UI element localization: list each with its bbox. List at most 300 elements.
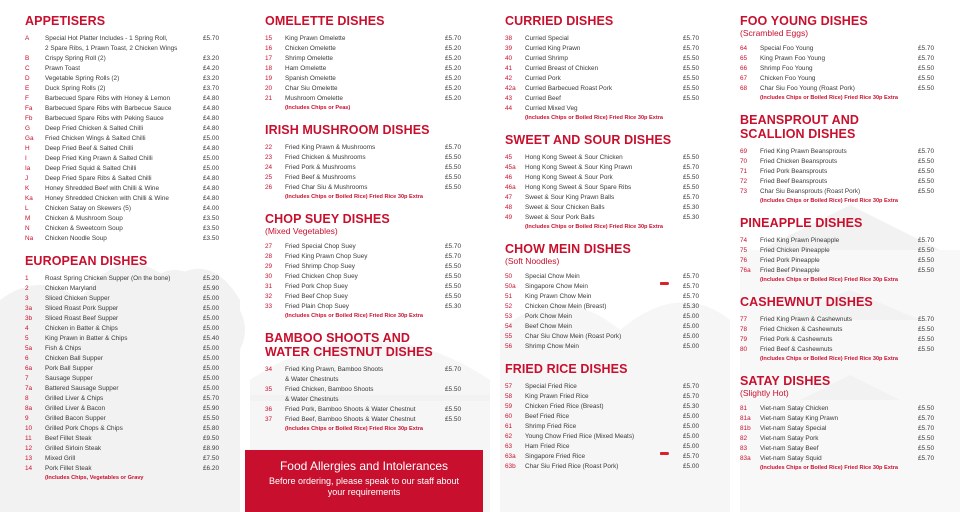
menu-items [740, 404, 934, 464]
menu-item [740, 64, 934, 74]
item-name: Fried Pork & Mushrooms [285, 164, 356, 171]
menu-item [265, 365, 461, 385]
item-name: Sliced Chicken Supper [45, 295, 110, 302]
item-number: 40 [505, 55, 513, 62]
item-number: 5a [25, 345, 33, 352]
menu-item [740, 147, 934, 157]
item-name: Grilled Liver & Bacon [45, 405, 106, 412]
item-price: £5.00 [683, 423, 699, 430]
item-name: Chicken Omelette [285, 45, 336, 52]
menu-item [505, 282, 699, 292]
item-number: Ia [25, 165, 31, 172]
menu-item [740, 236, 934, 246]
menu-item [25, 84, 219, 94]
item-name: Deep Fried Chicken & Salted Chilli [45, 125, 144, 132]
item-number: C [25, 65, 30, 72]
item-price: £5.50 [445, 174, 461, 181]
section-title: OMELETTE DISHES [265, 14, 385, 28]
menu-item [25, 234, 219, 244]
item-name: Fried Char Siu & Mushrooms [285, 184, 368, 191]
item-name: Fried Beef & Mushrooms [285, 174, 356, 181]
item-number: 12 [25, 445, 33, 452]
menu-column-2 [265, 14, 461, 444]
menu-item [265, 242, 461, 252]
menu-item [740, 44, 934, 54]
item-price: £5.00 [203, 365, 219, 372]
item-price: £5.00 [203, 155, 219, 162]
item-number: 63 [505, 443, 513, 450]
item-name: Young Chow Fried Rice (Mixed Meats) [525, 433, 635, 440]
item-price: £5.30 [683, 214, 699, 221]
item-name: Fried Chicken Chop Suey [285, 273, 358, 280]
item-number: 77 [740, 316, 748, 323]
item-price: £5.50 [918, 85, 934, 92]
item-name: Viet-nam Satay Special [760, 425, 827, 432]
item-number: 24 [265, 164, 273, 171]
item-number: H [25, 145, 30, 152]
menu-item [265, 84, 461, 94]
item-name: Ham Fried Rice [525, 443, 570, 450]
item-price: £5.70 [683, 194, 699, 201]
item-price: £5.70 [203, 35, 219, 42]
item-price: £5.70 [683, 45, 699, 52]
item-price: £5.70 [445, 144, 461, 151]
menu-items [25, 34, 219, 244]
item-number: 3b [25, 315, 33, 322]
menu-items [265, 365, 461, 425]
item-name: Sweet & Sour Pork Balls [525, 214, 595, 221]
item-number: 50a [505, 283, 516, 290]
item-price: £5.20 [203, 275, 219, 282]
item-price: £5.50 [683, 154, 699, 161]
item-price: £5.30 [445, 303, 461, 310]
item-name: Shrimp Foo Young [760, 65, 813, 72]
section-title: BEANSPROUT AND SCALLION DISHES [740, 113, 859, 141]
menu-item [505, 44, 699, 54]
item-name: Barbecued Spare Ribs with Peking Sauce [45, 115, 164, 122]
item-price: £4.80 [203, 195, 219, 202]
menu-item [25, 164, 219, 174]
item-name: King Prawn Chow Mein [525, 293, 592, 300]
item-number: 18 [265, 65, 273, 72]
item-price: £5.50 [445, 283, 461, 290]
section-title: CASHEWNUT DISHES [740, 295, 873, 309]
item-name: Fried Chicken Pineapple [760, 247, 830, 254]
menu-section [25, 254, 219, 483]
menu-item [25, 204, 219, 214]
item-name: King Prawn Foo Young [760, 55, 826, 62]
item-number: J [25, 175, 29, 182]
item-price: £5.70 [683, 393, 699, 400]
item-price: £5.30 [683, 403, 699, 410]
menu-item [265, 74, 461, 84]
item-name: Shrimp Fried Rice [525, 423, 577, 430]
item-number: 7a [25, 385, 33, 392]
item-price: £5.50 [445, 273, 461, 280]
item-name: Hong Kong Sweet & Sour Spare Ribs [525, 184, 632, 191]
menu-item [505, 322, 699, 332]
item-price: £3.70 [203, 85, 219, 92]
menu-section [505, 133, 699, 232]
allergy-title: Food Allergies and Intolerances [279, 459, 449, 473]
item-price: £4.80 [203, 125, 219, 132]
item-number: 43 [505, 95, 513, 102]
menu-item [25, 444, 219, 454]
item-name: Sausage Supper [45, 375, 93, 382]
item-name: Mushroom Omelette [285, 95, 343, 102]
section-subtitle: (Soft Noodles) [505, 256, 560, 266]
item-price: £5.70 [918, 45, 934, 52]
item-number: Fb [25, 115, 33, 122]
item-number: 19 [265, 75, 273, 82]
item-number: 25 [265, 174, 273, 181]
menu-item [265, 272, 461, 282]
item-price: £5.50 [445, 293, 461, 300]
item-price: £5.00 [683, 343, 699, 350]
menu-item [740, 404, 934, 414]
item-number: 64 [740, 45, 748, 52]
item-price: £5.70 [445, 366, 461, 373]
item-name: Curried Breast of Chicken [525, 65, 599, 72]
item-number: 31 [265, 283, 273, 290]
item-number: 26 [265, 184, 273, 191]
item-price: £5.70 [683, 164, 699, 171]
item-price: £5.50 [918, 326, 934, 333]
item-name: Fried King Prawn Pineapple [760, 237, 840, 244]
item-name: Vegetable Spring Rolls (2) [45, 75, 120, 82]
menu-item [505, 94, 699, 104]
menu-item [25, 434, 219, 444]
item-name: Battered Sausage Supper [45, 385, 119, 392]
item-price: £5.90 [203, 285, 219, 292]
item-name: Chicken Satay on Skewers (5) [45, 205, 131, 212]
menu-item [25, 194, 219, 204]
menu-item [740, 266, 934, 276]
item-price: £5.70 [683, 283, 699, 290]
item-number: 23 [265, 154, 273, 161]
menu-item [25, 284, 219, 294]
menu-item [265, 282, 461, 292]
section-title: CHOW MEIN DISHES [505, 242, 631, 256]
item-name: Special Fried Rice [525, 383, 577, 390]
menu-item [740, 315, 934, 325]
item-price: £5.00 [683, 443, 699, 450]
allergy-notice [245, 450, 483, 512]
item-number: 81a [740, 415, 751, 422]
item-price: £5.50 [683, 174, 699, 181]
item-name: Viet-nam Satay Squid [760, 455, 822, 462]
item-number: 32 [265, 293, 273, 300]
item-price: £5.70 [918, 237, 934, 244]
menu-item [740, 335, 934, 345]
item-name: Singapore Fried Rice [525, 453, 586, 460]
section-note: (Includes Chips or Boiled Rice) Fried Rice 30p Extra [760, 465, 899, 471]
item-name: Barbecued Spare Ribs with Barbecue Sauce [45, 105, 172, 112]
section-note: (Includes Chips or Boiled Rice) Fried Rice 30p Extra [285, 194, 424, 200]
item-price: £5.50 [683, 65, 699, 72]
menu-item [25, 334, 219, 344]
menu-item [505, 422, 699, 432]
item-number: 51 [505, 293, 513, 300]
section-title: SWEET AND SOUR DISHES [505, 133, 672, 147]
menu-item [505, 213, 699, 223]
item-number: E [25, 85, 30, 92]
menu-item [265, 292, 461, 302]
item-name: Curried Pork [525, 75, 561, 82]
section-subtitle: (Scrambled Eggs) [740, 28, 809, 38]
item-name: Fried Pork Chop Suey [285, 283, 348, 290]
item-number: 15 [265, 35, 273, 42]
menu-items [505, 382, 699, 472]
section-note: (Includes Chips or Boiled Rice) Fried Rice 30p Extra [760, 277, 899, 283]
item-number: 54 [505, 323, 513, 330]
menu-section [265, 123, 461, 202]
menu-item [265, 173, 461, 183]
menu-item [25, 404, 219, 414]
item-number: 46 [505, 174, 513, 181]
menu-item [25, 214, 219, 224]
item-number: 7 [25, 375, 29, 382]
item-price: £5.00 [203, 305, 219, 312]
item-name: Chicken Foo Young [760, 75, 816, 82]
item-number: 5 [25, 335, 29, 342]
item-name: Curried Barbecued Roast Pork [525, 85, 613, 92]
menu-item [505, 183, 699, 193]
item-price: £5.50 [683, 95, 699, 102]
menu-item [740, 187, 934, 197]
section-title: FOO YOUNG DISHES [740, 14, 868, 28]
item-price: £5.50 [918, 346, 934, 353]
menu-item [505, 332, 699, 342]
menu-item [265, 54, 461, 64]
menu-section [505, 362, 699, 472]
menu-item [740, 54, 934, 64]
menu-item [505, 84, 699, 94]
item-price: £5.30 [683, 204, 699, 211]
menu-item [265, 94, 461, 104]
allergy-text: Before ordering, please speak to our staff about your requirements [269, 476, 459, 497]
item-number: 83a [740, 455, 751, 462]
menu-item [505, 54, 699, 64]
item-name: Fried Beef Pineapple [760, 267, 820, 274]
item-name: Char Siu Beansprouts (Roast Pork) [760, 188, 861, 195]
item-name: Hong Kong Sweet & Sour Chicken [525, 154, 623, 161]
item-number: 34 [265, 366, 273, 373]
item-price: £5.50 [918, 178, 934, 185]
item-number: A [25, 35, 30, 42]
menu-item [25, 304, 219, 314]
item-name: Fried Beef, Bamboo Shoots & Water Chestnut [285, 416, 416, 423]
section-note: (Includes Chips or Boiled Rice) Fried Rice 30p Extra [760, 198, 899, 204]
section-note: (Includes Chips, Vegetables or Gravy [45, 475, 144, 481]
item-number: 2 [25, 285, 29, 292]
item-price: £5.00 [203, 345, 219, 352]
menu-item [505, 173, 699, 183]
menu-item [25, 414, 219, 424]
item-number: 56 [505, 343, 513, 350]
item-price: £5.50 [445, 164, 461, 171]
item-price: £5.70 [918, 455, 934, 462]
item-name: Fried Pork Pineapple [760, 257, 820, 264]
item-number: Ga [25, 135, 34, 142]
menu-item [740, 167, 934, 177]
item-price: £5.70 [203, 395, 219, 402]
menu-item [505, 342, 699, 352]
item-name: Chicken Noodle Soup [45, 235, 107, 242]
menu-item [265, 302, 461, 312]
item-name: Chicken in Batter & Chips [45, 325, 118, 332]
menu-items [25, 274, 219, 474]
section-title: BAMBOO SHOOTS AND WATER CHESTNUT DISHES [265, 331, 433, 359]
menu-item [740, 246, 934, 256]
item-number: 17 [265, 55, 273, 62]
menu-item [265, 385, 461, 405]
item-name: Viet-nam Satay Pork [760, 435, 819, 442]
item-price: £5.00 [683, 323, 699, 330]
item-price: £5.50 [918, 247, 934, 254]
item-number: 10 [25, 425, 33, 432]
item-price: £5.20 [445, 65, 461, 72]
section-title: IRISH MUSHROOM DISHES [265, 123, 430, 137]
item-number: 13 [25, 455, 33, 462]
item-number: Fa [25, 105, 33, 112]
item-number: 29 [265, 263, 273, 270]
menu-section [265, 331, 461, 434]
item-number: 72 [740, 178, 748, 185]
item-number: 76a [740, 267, 751, 274]
menu-section [740, 216, 934, 285]
item-price: £5.70 [683, 35, 699, 42]
item-name: Grilled Bacon Supper [45, 415, 106, 422]
item-number: 22 [265, 144, 273, 151]
item-number: M [25, 215, 31, 222]
menu-item [740, 256, 934, 266]
item-name: Fried Chicken Beansprouts [760, 158, 838, 165]
item-number: 71 [740, 168, 748, 175]
item-price: £5.70 [683, 293, 699, 300]
item-number: 45a [505, 164, 516, 171]
item-name: Fried King Prawn Chop Suey [285, 253, 368, 260]
menu-item [740, 325, 934, 335]
item-name: King Prawn Fried Rice [525, 393, 589, 400]
section-note: (Includes Chips or Boiled Rice) Fried Rice 30p Extra [760, 356, 899, 362]
item-name: Special Foo Young [760, 45, 814, 52]
item-price: £5.00 [683, 433, 699, 440]
item-price: £5.50 [918, 65, 934, 72]
menu-column-3 [505, 14, 699, 482]
menu-item [505, 392, 699, 402]
menu-items [505, 34, 699, 114]
item-price: £5.50 [683, 55, 699, 62]
item-number: 35 [265, 386, 273, 393]
menu-item [25, 344, 219, 354]
item-price: £4.80 [203, 105, 219, 112]
item-number: 58 [505, 393, 513, 400]
item-name: Sweet & Sour Chicken Balls [525, 204, 605, 211]
item-price: £5.90 [203, 405, 219, 412]
item-number: 21 [265, 95, 273, 102]
item-name: Fried Shrimp Chop Suey [285, 263, 355, 270]
item-name: Hong Kong Sweet & Sour Pork [525, 174, 613, 181]
item-number: 36 [265, 406, 273, 413]
item-number: 6 [25, 355, 29, 362]
item-price: £5.50 [918, 445, 934, 452]
menu-section [740, 295, 934, 364]
item-price: £5.20 [445, 45, 461, 52]
item-price: £5.50 [445, 184, 461, 191]
item-name: Roast Spring Chicken Supper (On the bone) [45, 275, 171, 282]
item-price: £5.00 [203, 315, 219, 322]
item-number: 27 [265, 243, 273, 250]
menu-section [740, 14, 934, 103]
menu-item [505, 272, 699, 282]
menu-item [25, 114, 219, 124]
menu-item [25, 54, 219, 64]
menu-item [505, 412, 699, 422]
item-number: 82 [740, 435, 748, 442]
menu-item [505, 292, 699, 302]
item-number: 78 [740, 326, 748, 333]
item-price: £7.50 [203, 455, 219, 462]
item-number: 57 [505, 383, 513, 390]
menu-item [265, 415, 461, 425]
item-number: 42a [505, 85, 516, 92]
menu-item [25, 454, 219, 464]
item-name: Fried Pork & Cashewnuts [760, 336, 833, 343]
item-price: £5.30 [683, 303, 699, 310]
menu-item [265, 252, 461, 262]
item-name: Fried Chicken Wings & Salted Chilli [45, 135, 146, 142]
item-price: £5.00 [683, 463, 699, 470]
item-name: Deep Fried Spare Ribs & Salted Chilli [45, 175, 152, 182]
item-number: 50 [505, 273, 513, 280]
menu-item [505, 302, 699, 312]
item-name: Singapore Chow Mein [525, 283, 588, 290]
menu-item [25, 144, 219, 154]
item-price: £5.00 [203, 295, 219, 302]
item-price: £4.80 [203, 145, 219, 152]
item-number: 83 [740, 445, 748, 452]
item-name: Fried Beef Beansprouts [760, 178, 828, 185]
menu-items [505, 153, 699, 223]
item-number: 79 [740, 336, 748, 343]
menu-item [265, 44, 461, 54]
item-price: £5.70 [918, 316, 934, 323]
item-name: Deep Fried King Prawn & Salted Chilli [45, 155, 153, 162]
item-name: Grilled Liver & Chips [45, 395, 104, 402]
item-price: £8.90 [203, 445, 219, 452]
item-name: Chicken & Mushroom Soup [45, 215, 123, 222]
menu-item [25, 314, 219, 324]
item-name: Char Siu Foo Young (Roast Pork) [760, 85, 855, 92]
item-price: £5.00 [683, 313, 699, 320]
menu-item [265, 64, 461, 74]
item-number: 61 [505, 423, 513, 430]
item-price: £5.50 [918, 188, 934, 195]
item-price: £5.50 [683, 184, 699, 191]
menu-item [25, 354, 219, 364]
item-name: Char Siu Chow Mein (Roast Pork) [525, 333, 622, 340]
item-name: Viet-nam Satay Beef [760, 445, 819, 452]
item-price: £5.50 [918, 405, 934, 412]
item-name: Fried King Prawn & Mushrooms [285, 144, 376, 151]
item-number: 59 [505, 403, 513, 410]
item-name: Ham Omelette [285, 65, 327, 72]
menu-item [265, 34, 461, 44]
item-price: £5.50 [918, 336, 934, 343]
chili-icon [660, 282, 669, 285]
item-number: 69 [740, 148, 748, 155]
